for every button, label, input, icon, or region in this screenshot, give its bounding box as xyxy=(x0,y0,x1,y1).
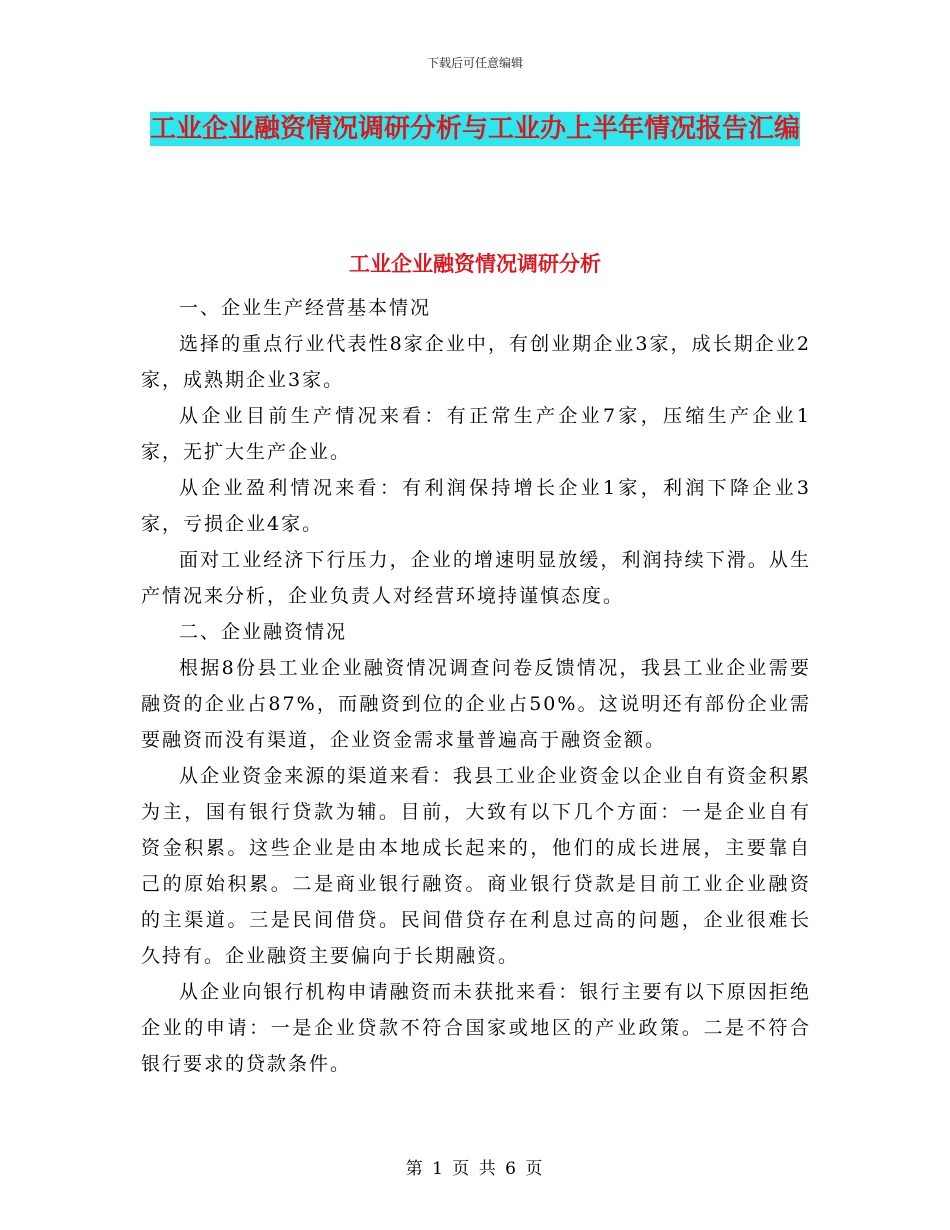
section-heading: 二、企业融资情况 xyxy=(179,621,348,643)
paragraph: 根据8份县工业企业融资情况调查问卷反馈情况，我县工业企业需要融资的企业占87%，而融资到位的企业占50%。这说明还有部份企业需要融资而没有渠道，企业资金需求量普遍高于融资金额。 xyxy=(141,657,811,751)
page-footer: 第 1 页 共 6 页 xyxy=(405,1159,545,1179)
document-body xyxy=(141,290,811,1082)
header-note: 下载后可任意编辑 xyxy=(426,56,523,70)
paragraph: 从企业盈利情况来看：有利润保持增长企业1家，利润下降企业3家，亏损企业4家。 xyxy=(141,477,811,535)
document-title-text: 工业企业融资情况调研分析与工业办上半年情况报告汇编 xyxy=(149,114,800,144)
section-title: 工业企业融资情况调研分析 xyxy=(349,252,601,276)
paragraph: 从企业目前生产情况来看：有正常生产企业7家，压缩生产企业1家，无扩大生产企业。 xyxy=(141,405,811,463)
document-title xyxy=(140,107,810,151)
section-heading: 一、企业生产经营基本情况 xyxy=(179,297,432,319)
paragraph: 面对工业经济下行压力，企业的增速明显放缓，利润持续下滑。从生产情况来分析，企业负责人对经营环境持谨慎态度。 xyxy=(141,549,811,607)
paragraph: 从企业资金来源的渠道来看：我县工业企业资金以企业自有资金积累为主，国有银行贷款为辅。目前，大致有以下几个方面：一是企业自有资金积累。这些企业是由本地成长起来的，他们的成长进展，主要靠自己的原始积累。二是商业银行融资。商业银行贷款是目前工业企业融资的主渠道。三是民间借贷。民间借贷存在利息过高的问题，企业很难长久持有。企业融资主要偏向于长期融资。 xyxy=(141,765,811,967)
paragraph: 从企业向银行机构申请融资而未获批来看：银行主要有以下原因拒绝企业的申请：一是企业贷款不符合国家或地区的产业政策。二是不符合银行要求的贷款条件。 xyxy=(141,981,811,1075)
paragraph: 选择的重点行业代表性8家企业中，有创业期企业3家，成长期企业2家，成熟期企业3家。 xyxy=(141,333,811,391)
